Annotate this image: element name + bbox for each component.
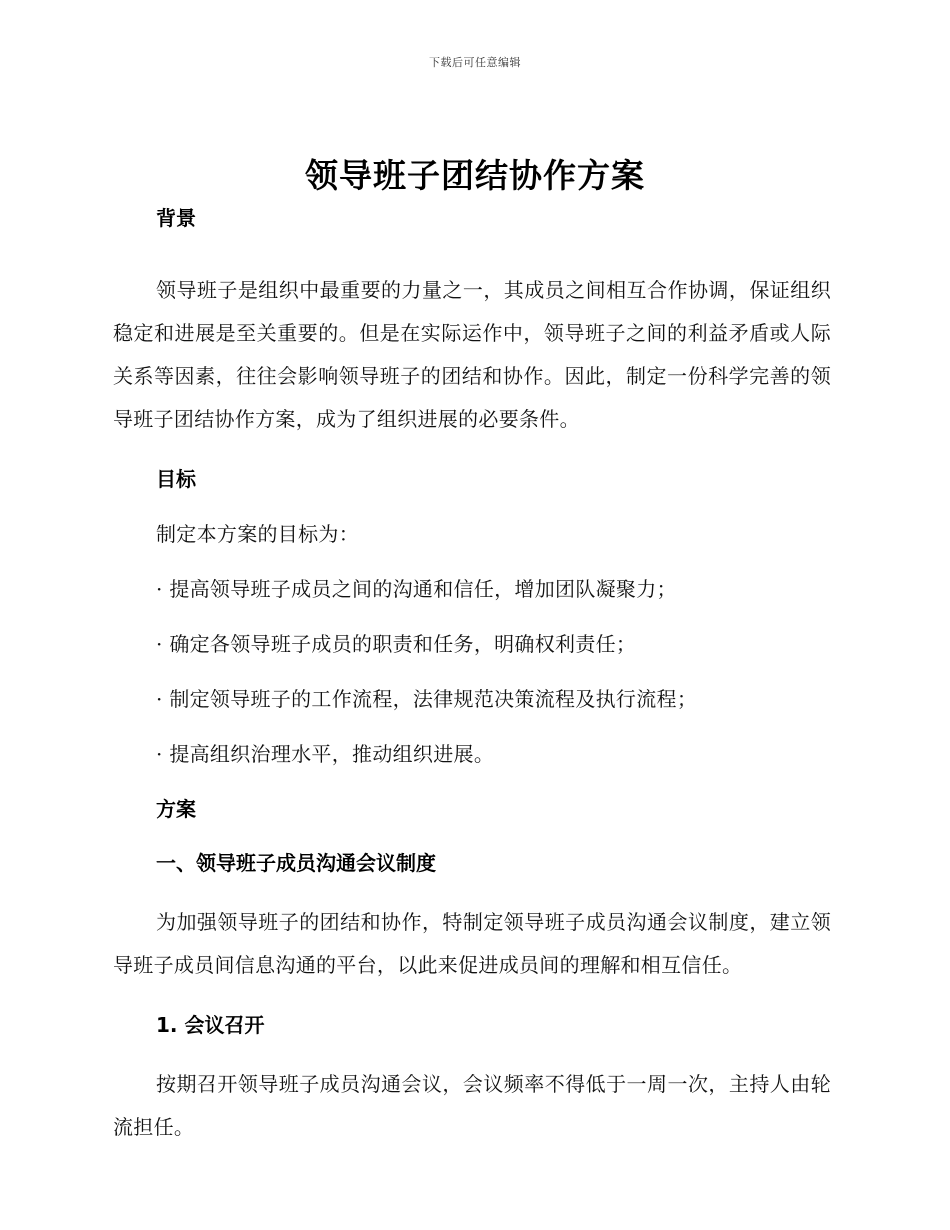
goal-item: · 提高组织治理水平，推动组织进展。 [156, 742, 495, 766]
goals-intro: 制定本方案的目标为： [156, 522, 359, 546]
document-body [113, 202, 831, 1149]
section-heading-plan: 方案 [156, 797, 196, 821]
meeting-paragraph: 按期召开领导班子成员沟通会议，会议频率不得低于一周一次，主持人由轮流担任。 [113, 1072, 831, 1139]
goal-item: · 制定领导班子的工作流程，法律规范决策流程及执行流程； [156, 687, 698, 711]
plan-item-heading-meeting: 1. 会议召开 [156, 1013, 265, 1037]
meeting-system-paragraph: 为加强领导班子的团结和协作，特制定领导班子成员沟通会议制度，建立领导班子成员间信息沟通的平台，以此来促进成员间的理解和相互信任。 [113, 910, 831, 977]
header-note: 下载后可任意编辑 [429, 56, 521, 69]
plan-subheading-meeting-system: 一、领导班子成员沟通会议制度 [156, 851, 436, 875]
document-title: 领导班子团结协作方案 [305, 156, 645, 195]
background-paragraph: 领导班子是组织中最重要的力量之一，其成员之间相互合作协调，保证组织稳定和进展是至关重要的。但是在实际运作中，领导班子之间的利益矛盾或人际关系等因素，往往会影响领导班子的团结和协作。因此，制定一份科学完善的领导班子团结协作方案，成为了组织进展的必要条件。 [113, 278, 831, 431]
goal-item: · 确定各领导班子成员的职责和任务，明确权利责任； [156, 632, 637, 656]
section-heading-goals: 目标 [156, 467, 196, 491]
goal-item: · 提高领导班子成员之间的沟通和信任，增加团队凝聚力； [156, 577, 677, 601]
section-heading-background: 背景 [156, 206, 196, 230]
